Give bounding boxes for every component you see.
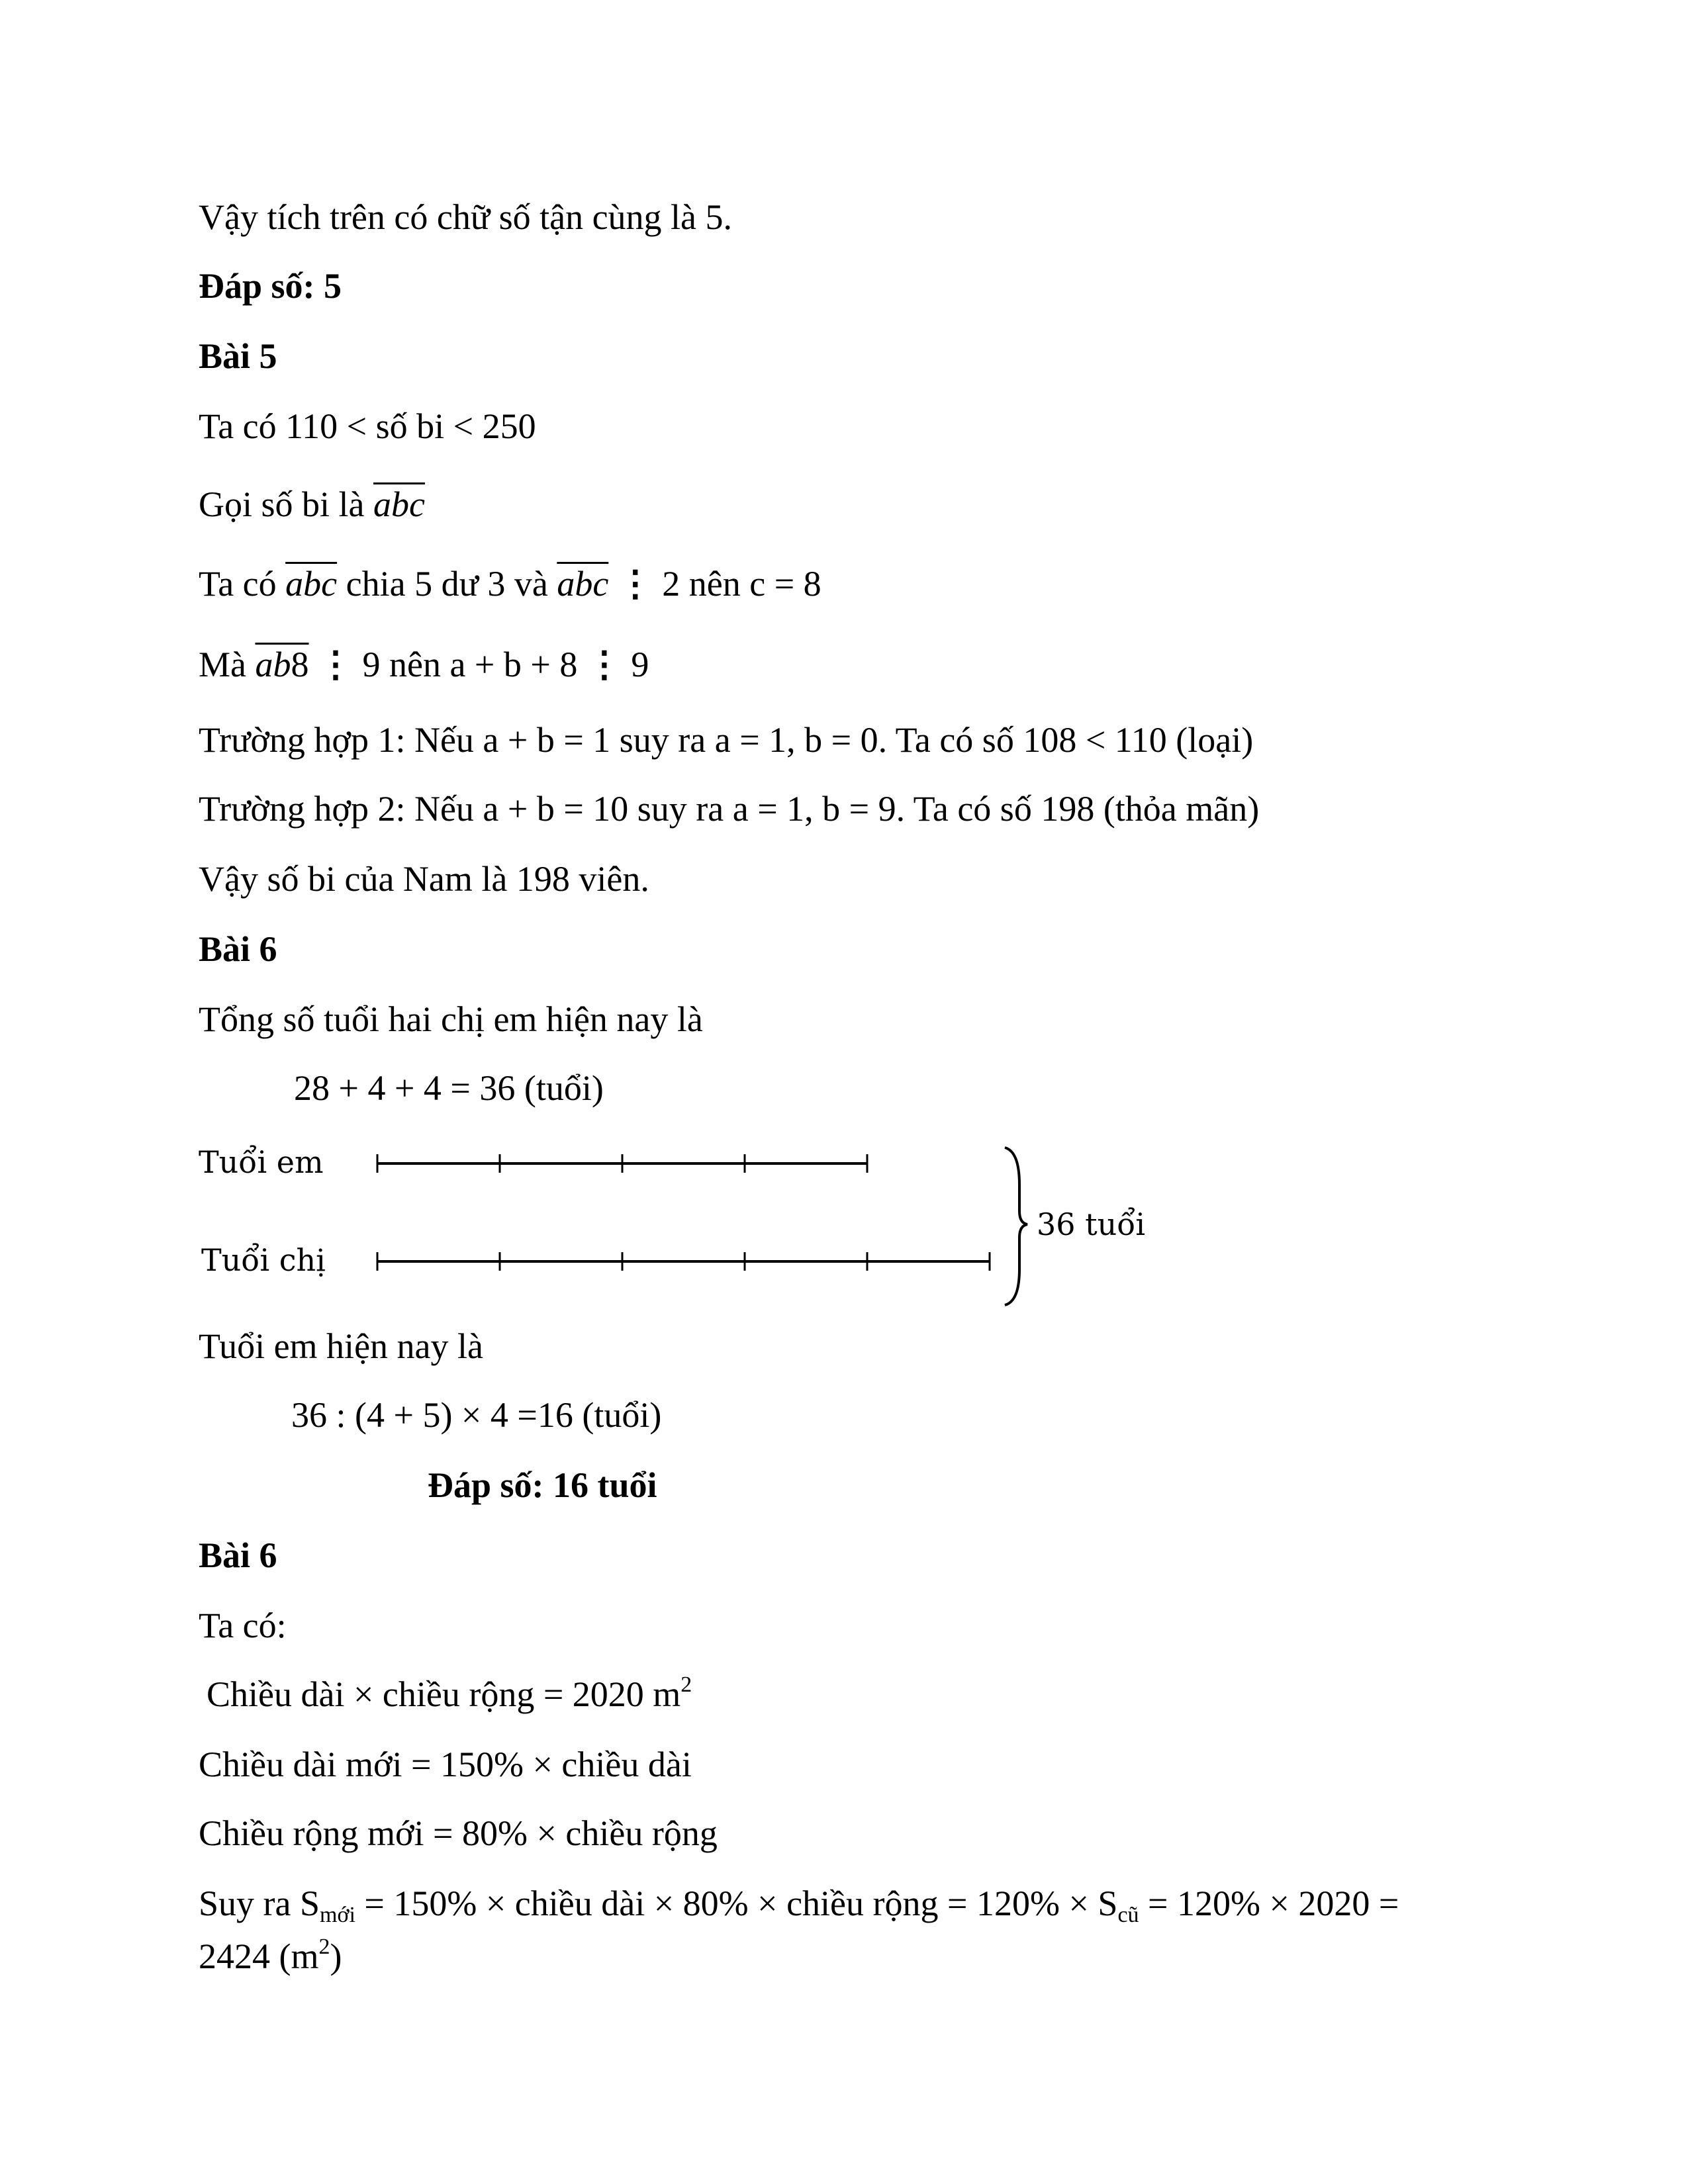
label-tuoi-em: Tuổi em: [199, 1144, 324, 1180]
text-fragment: 2 nên c = 8: [653, 564, 821, 604]
label-tuoi-chi: Tuổi chị: [201, 1242, 326, 1278]
text-line: Vậy tích trên có chữ số tận cùng là 5.: [199, 197, 733, 237]
text-line: Vậy số bi của Nam là 198 viên.: [199, 859, 649, 899]
text-line: [199, 1935, 342, 1978]
text-fragment: Suy ra S: [199, 1884, 320, 1923]
subscript: cũ: [1117, 1903, 1139, 1927]
text-line: Tổng số tuổi hai chị em hiện nay là: [199, 999, 703, 1039]
subscript: mới: [320, 1903, 355, 1927]
em-segment-line: [377, 1154, 867, 1173]
text-fragment: = 120% × 2020 =: [1139, 1884, 1399, 1923]
overline-number: $\overline{abc}$: [373, 484, 425, 524]
text-line: Chiều dài mới = 150% × chiều dài: [199, 1745, 692, 1784]
label-total-age: 36 tuổi: [1037, 1206, 1146, 1242]
text-line: [199, 643, 649, 686]
text-fragment: = 150% × chiều dài × 80% × chiều rộng = 120% × S: [355, 1884, 1118, 1923]
overline-number: $\overline{abc}$: [557, 564, 609, 604]
superscript: 2: [680, 1672, 692, 1697]
calculation-line: 36 : (4 + 5) × 4 =16 (tuổi): [291, 1395, 662, 1435]
text-line: Ta có:: [199, 1606, 287, 1645]
text-fragment: 9 nên a + b + 8: [353, 645, 586, 684]
text-fragment: Chiều dài × chiều rộng = 2020 m: [207, 1674, 681, 1714]
divisibility-symbol: ⋮: [317, 645, 353, 684]
text-fragment: 2424 (m: [199, 1936, 319, 1976]
text-line: Tuổi em hiện nay là: [199, 1326, 483, 1366]
text-line: Trường hợp 1: Nếu a + b = 1 suy ra a = 1, b = 0. Ta có số 108 < 110 (loại): [199, 720, 1254, 760]
chi-segment-line: [377, 1252, 990, 1271]
calculation-line: 28 + 4 + 4 = 36 (tuổi): [294, 1068, 604, 1108]
answer-line: Đáp số: 16 tuổi: [428, 1465, 657, 1505]
text-line: Ta có 110 < số bi < 250: [199, 406, 536, 446]
exercise-heading: Bài 6: [199, 929, 277, 969]
answer-line: Đáp số: 5: [199, 266, 342, 306]
text-line: [199, 1882, 1399, 1925]
divisibility-symbol: ⋮: [586, 645, 622, 684]
overline-number: $\overline{abc}$: [285, 564, 338, 604]
text-line: [207, 1673, 692, 1715]
text-line: Chiều rộng mới = 80% × chiều rộng: [199, 1813, 718, 1853]
text-line: Trường hợp 2: Nếu a + b = 10 suy ra a = 1, b = 9. Ta có số 198 (thỏa mãn): [199, 789, 1260, 829]
overline-number: ab: [255, 645, 291, 684]
text-line: [199, 563, 821, 605]
text-fragment: Gọi số bi là: [199, 484, 373, 524]
divisibility-symbol: ⋮: [617, 564, 653, 604]
text-fragment: Mà: [199, 645, 256, 684]
exercise-heading: Bài 6: [199, 1535, 277, 1575]
age-segment-diagram: [192, 1132, 1185, 1310]
superscript: 2: [318, 1934, 330, 1959]
text-fragment: Ta có: [199, 564, 286, 604]
text-line: [199, 483, 425, 525]
text-fragment: ): [330, 1936, 342, 1976]
overline-digit: 8: [291, 645, 309, 684]
text-fragment: 9: [622, 645, 649, 684]
total-brace: [1005, 1148, 1027, 1305]
text-fragment: chia 5 dư 3 và: [337, 564, 557, 604]
exercise-heading: Bài 5: [199, 336, 277, 376]
